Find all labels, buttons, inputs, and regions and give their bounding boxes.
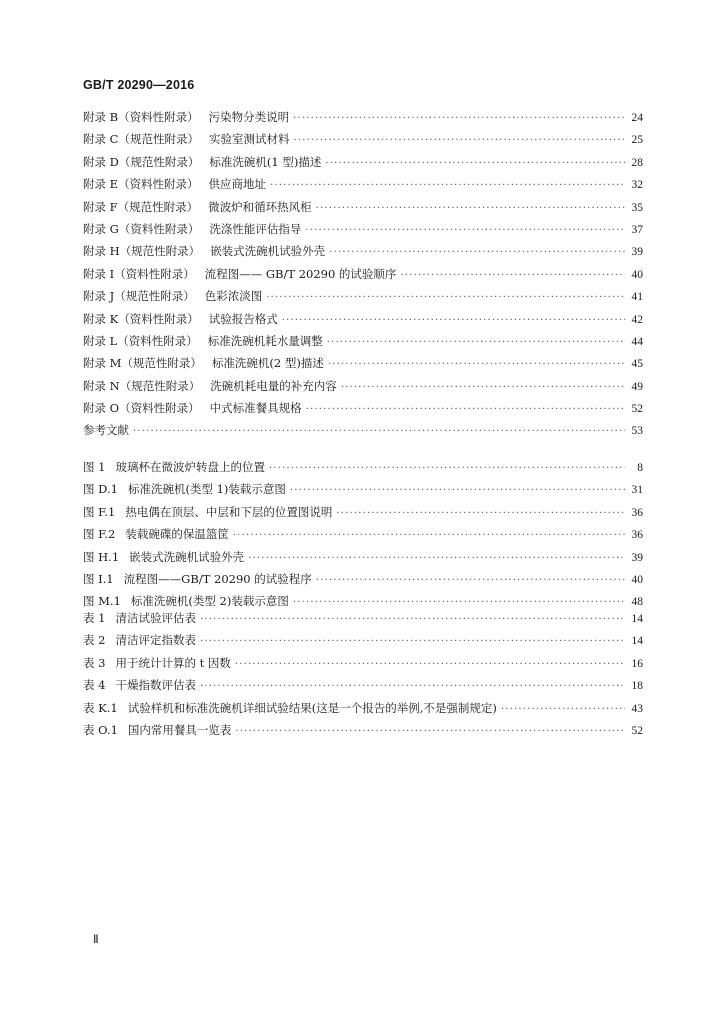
standard-code-header: GB/T 20290—2016	[83, 78, 195, 92]
dot-leader	[200, 676, 625, 698]
toc-entry-annex-j[interactable]: 附录 J（规范性附录） 色彩浓淡图 ····· 41	[83, 285, 643, 307]
toc-entry-figure-1[interactable]: 图 1 玻璃杯在微波炉转盘上的位置 ····· 8	[83, 456, 643, 478]
toc-entry-figure-f2[interactable]: 图 F.2 装载碗碟的保温篮筐 ····· 36	[83, 523, 643, 545]
toc-page-number: 39	[631, 246, 643, 259]
toc-entry-figure-h1[interactable]: 图 H.1 嵌装式洗碗机试验外壳 ····· 39	[83, 546, 643, 568]
toc-entry-annex-h[interactable]: 附录 H（规范性附录） 嵌装式洗碗机试验外壳 ····· 39	[83, 240, 643, 262]
toc-entry-figure-f1[interactable]: 图 F.1 热电偶在顶层、中层和下层的位置图说明 ····· 36	[83, 501, 643, 523]
dot-leader	[336, 503, 625, 525]
toc-entry-annex-b[interactable]: 附录 B（资料性附录） 污染物分类说明 ····· 24	[83, 106, 643, 128]
toc-entry-annex-i[interactable]: 附录 I（资料性附录） 流程图—— GB/T 20290 的试验顺序 ····· 40	[83, 263, 643, 285]
toc-page-number: 42	[631, 313, 643, 326]
toc-entry-annex-m[interactable]: 附录 M（规范性附录） 标准洗碗机(2 型)描述 ····· 45	[83, 352, 643, 374]
toc-page-number: 8	[637, 462, 643, 474]
dot-leader	[200, 631, 625, 653]
dot-leader	[270, 175, 625, 197]
toc-page-number: 45	[631, 358, 643, 371]
toc-page-number: 53	[631, 425, 643, 438]
toc-entry-references[interactable]: 参考文献 ····· 53	[83, 419, 643, 441]
toc-entry-table-o1[interactable]: 表 O.1 国内常用餐具一览表 ····· 52	[83, 719, 643, 741]
toc-entry-annex-k[interactable]: 附录 K（资料性附录） 试验报告格式 ····· 42	[83, 308, 643, 330]
toc-entry-annex-c[interactable]: 附录 C（规范性附录） 实验室测试材料 ····· 25	[83, 128, 643, 150]
toc-page-number: 16	[631, 657, 643, 670]
toc-entry-table-k1[interactable]: 表 K.1 试验样机和标准洗碗机详细试验结果(这是一个报告的举例,不是强制规定) ····· 43	[83, 697, 643, 719]
toc-entry-annex-o[interactable]: 附录 O（资料性附录） 中式标准餐具规格 ····· 52	[83, 397, 643, 419]
toc-page-number: 44	[631, 335, 643, 348]
dot-leader	[248, 548, 625, 570]
toc-entry-annex-l[interactable]: 附录 L（资料性附录） 标准洗碗机耗水量调整 ····· 44	[83, 330, 643, 352]
toc-page-number: 14	[631, 613, 643, 625]
dot-leader	[133, 421, 625, 443]
toc-entry-annex-g[interactable]: 附录 G（资料性附录） 洗涤性能评估指导 ····· 37	[83, 218, 643, 240]
toc-page-number: 31	[631, 484, 643, 497]
toc-page-number: 18	[631, 680, 643, 693]
toc-entry-table-3[interactable]: 表 3 用于统计计算的 t 因数 ····· 16	[83, 652, 643, 674]
toc-page-number: 39	[631, 551, 643, 564]
dot-leader	[341, 377, 625, 399]
dot-leader	[501, 699, 625, 721]
toc-entry-annex-d[interactable]: 附录 D（规范性附录） 标准洗碗机(1 型)描述 ····· 28	[83, 151, 643, 173]
dot-leader	[293, 130, 625, 152]
toc-page-number: 52	[631, 403, 643, 416]
toc-page-number: 48	[631, 596, 643, 609]
toc-entry-annex-n[interactable]: 附录 N（规范性附录） 洗碗机耗电量的补充内容 ····· 49	[83, 375, 643, 397]
toc-entry-table-2[interactable]: 表 2 清洁评定指数表 ····· 14	[83, 629, 643, 651]
dot-leader	[269, 458, 625, 480]
toc-entry-table-4[interactable]: 表 4 干燥指数评估表 ····· 18	[83, 674, 643, 696]
toc-page-number: 37	[631, 223, 643, 236]
dot-leader	[235, 654, 625, 676]
toc-entry-figure-d1[interactable]: 图 D.1 标准洗碗机(类型 1)装载示意图 ····· 31	[83, 478, 643, 500]
toc-entry-annex-f[interactable]: 附录 F（规范性附录） 微波炉和循环热风柜 ····· 35	[83, 196, 643, 218]
toc-page-number: 40	[631, 268, 643, 281]
dot-leader	[266, 287, 625, 309]
toc-page-number: 14	[631, 635, 643, 648]
toc-page-number: 28	[631, 156, 643, 169]
toc-page-number: 41	[631, 291, 643, 304]
toc-entry-table-1[interactable]: 表 1 清洁试验评估表 ····· 14	[83, 607, 643, 629]
dot-leader	[316, 570, 625, 592]
toc-entry-annex-e[interactable]: 附录 E（资料性附录） 供应商地址 ····· 32	[83, 173, 643, 195]
dot-leader	[316, 198, 625, 220]
toc-entry-figure-i1[interactable]: 图 I.1 流程图——GB/T 20290 的试验程序 ····· 40	[83, 568, 643, 590]
annex-toc-list	[83, 106, 643, 442]
toc-page-number: 49	[631, 380, 643, 393]
footer-page-number: Ⅱ	[93, 934, 99, 946]
toc-page-number: 32	[631, 179, 643, 192]
dot-leader	[327, 332, 625, 354]
figure-toc-list	[83, 456, 643, 613]
dot-leader	[235, 721, 625, 743]
dot-leader	[293, 108, 625, 130]
dot-leader	[400, 265, 625, 287]
dot-leader	[305, 220, 625, 242]
dot-leader	[282, 310, 625, 332]
toc-page-number: 43	[631, 702, 643, 715]
dot-leader	[306, 399, 625, 421]
toc-page-number: 36	[631, 506, 643, 519]
dot-leader	[233, 525, 625, 547]
toc-page-number: 35	[631, 201, 643, 214]
toc-page-number: 52	[631, 724, 643, 737]
dot-leader	[329, 242, 625, 264]
dot-leader	[290, 480, 625, 502]
toc-page-number: 24	[631, 112, 643, 124]
toc-page-number: 40	[631, 573, 643, 586]
toc-entry-figure-m1[interactable]: 图 M.1 标准洗碗机(类型 2)装载示意图 ····· 48	[83, 590, 643, 612]
toc-page-number: 36	[631, 529, 643, 542]
dot-leader	[328, 354, 625, 376]
toc-page-number: 25	[631, 134, 643, 147]
dot-leader	[325, 153, 625, 175]
table-toc-list	[83, 607, 643, 741]
dot-leader	[200, 609, 625, 631]
